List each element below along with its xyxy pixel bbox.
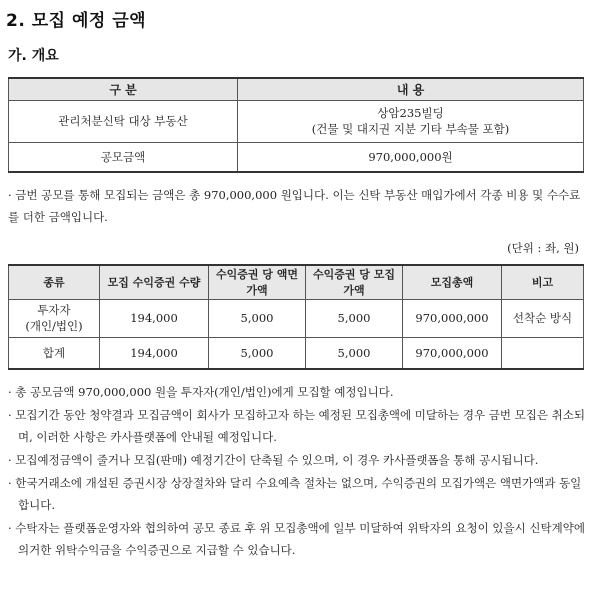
unit-label: (단위 : 좌, 원)	[507, 241, 579, 255]
overview-row-label: 공모금액	[9, 142, 238, 172]
overview-table	[8, 77, 584, 173]
detail-cell-qty: 194,000	[100, 337, 209, 369]
section-heading: 2. 모집 예정 금액	[6, 11, 147, 31]
detail-header: 수익증권 당 액면가액	[209, 265, 306, 299]
note-item: · 총 공모금액 970,000,000 원을 투자자(개인/법인)에게 모집할 예정입니다.	[8, 385, 394, 399]
detail-cell-price: 5,000	[306, 299, 403, 337]
note-item: · 수탁자는 플랫폼운영자와 협의하여 공모 종료 후 위 모집총액에 일부 미달하여 위탁자의 요청이 있을시 신탁계약에 의거한 위탁수익금을 수익증권으로 지급할 수 있습니다.	[8, 521, 585, 557]
detail-cell-face: 5,000	[209, 299, 306, 337]
intro-text: · 금번 공모를 통해 모집되는 금액은 총 970,000,000 원입니다. 이는 신탁 부동산 매입가에서 각종 비용 및 수수료를 더한 금액입니다.	[8, 188, 581, 224]
overview-row-value: 970,000,000원	[238, 142, 584, 172]
detail-header: 수익증권 당 모집가액	[306, 265, 403, 299]
detail-cell-type: 투자자 (개인/법인)	[9, 299, 100, 337]
property-detail: (건물 및 대지권 지분 기타 부속물 포함)	[311, 122, 510, 136]
detail-cell-face: 5,000	[209, 337, 306, 369]
detail-cell-qty: 194,000	[100, 299, 209, 337]
overview-row-value	[238, 100, 584, 142]
detail-cell-note	[502, 337, 584, 369]
detail-cell-note: 선착순 방식	[502, 299, 584, 337]
property-name: 상암235빌딩	[377, 106, 444, 120]
detail-header: 모집총액	[403, 265, 502, 299]
detail-header: 비고	[502, 265, 584, 299]
note-item: · 한국거래소에 개설된 증권시장 상장절차와 달리 수요예측 절차는 없으며, 수익증권의 모집가액은 액면가액과 동일합니다.	[8, 476, 582, 512]
note-item: · 모집기간 동안 청약결과 모집금액이 회사가 모집하고자 하는 예정된 모집총액에 미달하는 경우 금번 모집은 취소되며, 이러한 사항은 카사플랫폼에 안내될 예정입니다.	[8, 408, 585, 444]
detail-header: 종류	[9, 265, 100, 299]
overview-header-category: 구 분	[9, 78, 238, 100]
detail-cell-total: 970,000,000	[403, 299, 502, 337]
detail-cell-type: 합계	[9, 337, 100, 369]
overview-header-content: 내 용	[238, 78, 584, 100]
overview-row-label: 관리처분신탁 대상 부동산	[9, 100, 238, 142]
offering-detail-table	[8, 264, 584, 370]
detail-header: 모집 수익증권 수량	[100, 265, 209, 299]
notes-list	[8, 381, 586, 562]
detail-cell-total: 970,000,000	[403, 337, 502, 369]
subsection-heading: 가. 개요	[8, 48, 59, 64]
note-item: · 모집예정금액이 줄거나 모집(판매) 예정기간이 단축될 수 있으며, 이 경우 카사플랫폼을 통해 공시됩니다.	[8, 453, 539, 467]
detail-cell-price: 5,000	[306, 337, 403, 369]
